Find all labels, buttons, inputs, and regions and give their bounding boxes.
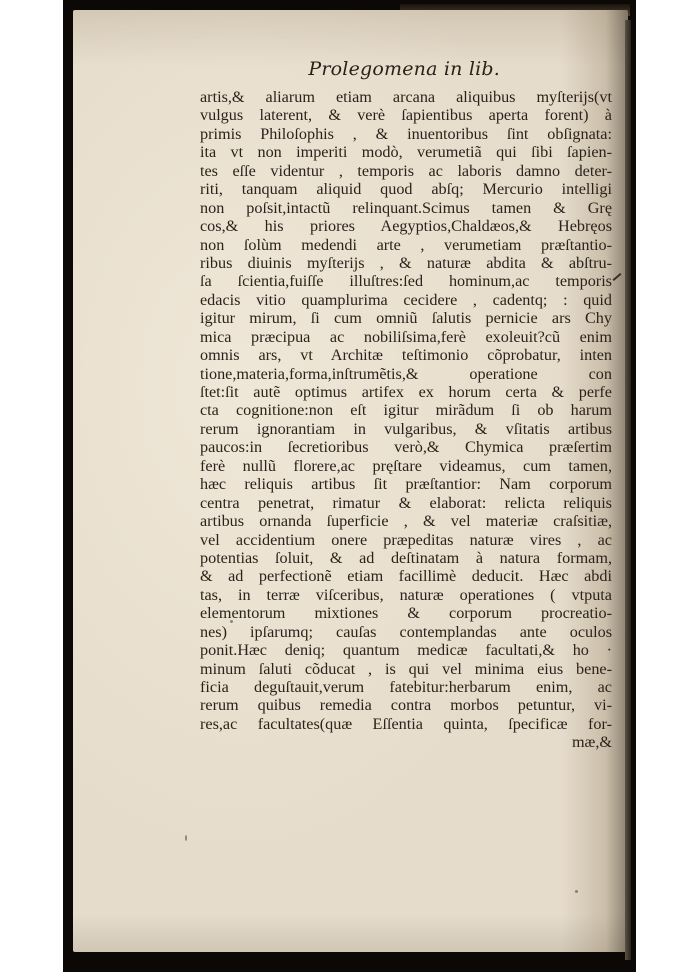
text-line: tes eſſe videntur , temporis ac laboris damno deter- — [200, 161, 612, 180]
text-line: ribus diuinis myſterijs , & naturæ abdita & abſtru- — [200, 253, 612, 272]
text-line: cos,& his priores Aegyptios,Chaldæos,& Hebręos — [200, 217, 612, 236]
text-line: tas, in terræ viſceribus, naturæ operationes ( vtputa — [200, 585, 612, 604]
text-line: tione,materia,forma,inſtrumẽtis,& operatione con — [200, 364, 612, 383]
text-line: mæ,& — [571, 733, 612, 752]
text-line: vulgus laterent, & verè ſapientibus aperta forent) à — [200, 106, 612, 125]
text-line: omnis ars, vt Architæ teſtimonio cõprobatur, inten — [200, 346, 612, 365]
text-line: potentias ſoluit, & ad deſtinatam à natura formam, — [200, 548, 612, 567]
text-line: ita vt non imperiti modò, verumetiã qui ſibi ſapien- — [200, 143, 612, 162]
running-head: Prolegomena in lib. — [308, 58, 500, 80]
text-line: ponit.Hæc deniq; quantum medicæ facultati,& ho · — [200, 641, 612, 660]
text-line: ficia deguſtauit,verum fatebitur:herbarum enim, ac — [200, 678, 612, 696]
text-line: minum ſaluti cõducat , is qui vel minima eius bene- — [200, 659, 612, 678]
text-line: vel accidentium onere præpeditas naturæ vires , ac — [200, 530, 612, 549]
text-line: non ſolùm medendi arte , verumetiam præſtantio- — [200, 235, 612, 254]
paper-speck — [575, 890, 578, 893]
text-line: rerum ignorantiam in vulgaribus, & vſitatis artibus — [200, 419, 612, 438]
text-line: edacis vitio quamplurima cecidere , cadentq; : quid — [200, 290, 612, 309]
text-line: primis Philoſophis , & inuentoribus ſint obſignata: — [200, 124, 612, 143]
text-line: cta cognitione:non eſt igitur mirãdum ſi ob harum — [200, 401, 612, 420]
paper-speck — [185, 835, 187, 841]
text-line: riti, tanquam aliquid quod abſq; Mercurio intelligi — [200, 180, 612, 199]
text-line: ſa ſcientia,fuiſſe illuſtres:ſed hominum,ac temporis — [200, 272, 612, 291]
text-line: ferè nullũ florere,ac pręſtare videamus, cum tamen, — [200, 456, 612, 475]
text-line: ſtet:ſit autẽ optimus artifex ex horum certa & perfe — [200, 383, 612, 401]
text-line: nes) ipſarumq; cauſas contemplandas ante oculos — [200, 622, 612, 641]
text-line: artibus ornanda ſuperficie , & vel materiæ craſsitiæ, — [200, 512, 612, 531]
text-line: igitur mirum, ſi cum omniũ ſalutis pernicie ars Chy — [200, 309, 612, 328]
text-line: res,ac facultates(quæ Eſſentia quinta, ſpecificæ for- — [200, 714, 612, 733]
page-edge-shadow — [625, 20, 631, 960]
text-line: non poſsit,intactũ relinquant.Scimus tamen & Grę — [200, 198, 612, 217]
text-line: & ad perfectionẽ etiam facillimè deducit. Hæc abdi — [200, 567, 612, 586]
text-line: mica præcipua ac nobiliſsima,ferè exoleuit?cũ enim — [200, 327, 612, 346]
body-text — [200, 88, 612, 752]
text-line: centra penetrat, rimatur & elaborat: relicta reliquis — [200, 493, 612, 512]
text-line: rerum quibus remedia contra morbos petuntur, vi- — [200, 696, 612, 715]
text-line: paucos:in ſecretioribus verò,& Chymica præſertim — [200, 438, 612, 457]
text-line: hæc reliquis artibus ſit præſtantior: Nam corporum — [200, 475, 612, 494]
text-line: artis,& aliarum etiam arcana aliquibus myſterijs(vt — [200, 88, 612, 106]
text-line: elementorum mixtiones & corporum procreatio- — [200, 604, 612, 623]
